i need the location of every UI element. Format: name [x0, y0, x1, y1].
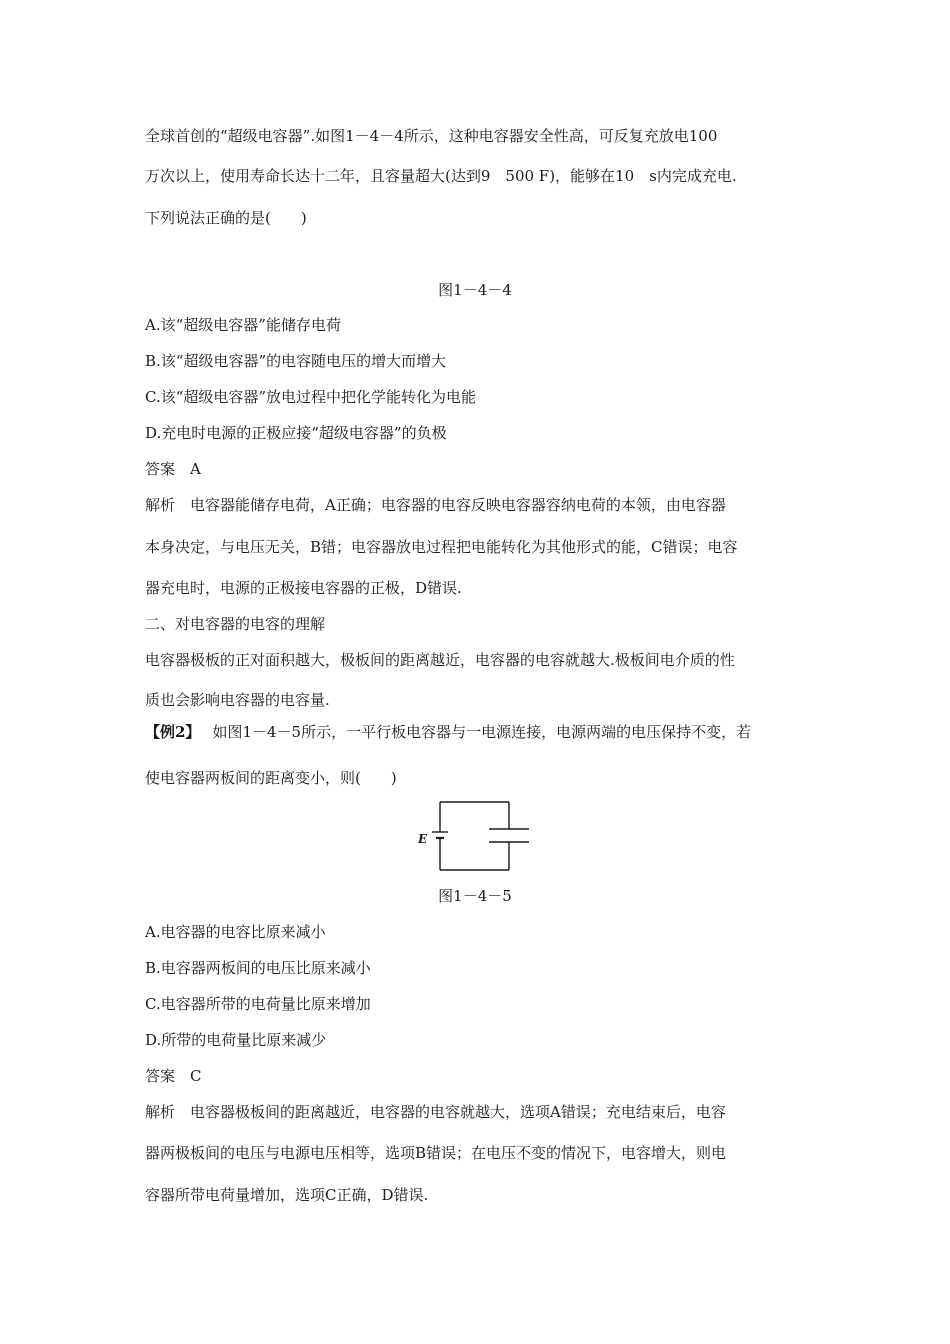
example2-stem-text: 如图1－4－5所示，一平行板电容器与一电源连接，电源两端的电压保持不变，若 [212, 723, 752, 741]
q1-analysis-line-1: 解析 电容器能储存电荷，A正确；电容器的电容反映电容器容纳电荷的本领，由电容器 [145, 496, 726, 514]
q1-option-c: C.该“超级电容器”放电过程中把化学能转化为电能 [145, 388, 477, 406]
example2-option-c: C.电容器所带的电荷量比原来增加 [145, 995, 371, 1013]
q1-analysis-line-3: 器充电时，电源的正极接电容器的正极，D错误. [145, 579, 462, 597]
battery-label: E [418, 832, 428, 846]
example-tag: 【例2】 [145, 723, 201, 741]
example2-analysis-line-1: 解析 电容器极板间的距离越近，电容器的电容就越大，选项A错误；充电结束后，电容 [145, 1103, 726, 1121]
section-body-line-2: 质也会影响电容器的电容量. [145, 691, 330, 709]
example2-stem-line-1 [145, 722, 751, 742]
example2-option-a: A.电容器的电容比原来减小 [145, 923, 326, 941]
section-body-line-1: 电容器极板的正对面积越大，极板间的距离越近，电容器的电容就越大.极板间电介质的性 [145, 651, 735, 669]
q1-analysis-line-2: 本身决定，与电压无关，B错；电容器放电过程把电能转化为其他形式的能，C错误；电容 [145, 538, 738, 556]
q1-option-d: D.充电时电源的正极应接“超级电容器”的负极 [145, 424, 447, 442]
q1-option-b: B.该“超级电容器”的电容随电压的增大而增大 [145, 352, 447, 370]
example2-answer: 答案 C [145, 1067, 202, 1085]
example2-stem-line-2: 使电容器两板间的距离变小，则( ) [145, 769, 397, 787]
example2-analysis-line-3: 容器所带电荷量增加，选项C正确，D错误. [145, 1186, 429, 1204]
figure-caption-1-4-5: 图1－4－5 [438, 887, 512, 905]
q1-stem-line-1: 全球首创的“超级电容器”.如图1－4－4所示，这种电容器安全性高，可反复充放电100 [145, 127, 718, 145]
q1-option-a: A.该“超级电容器”能储存电荷 [145, 316, 341, 334]
q1-stem-line-2: 万次以上，使用寿命长达十二年，且容量超大(达到9 500 F)，能够在10 s内完成充电. [145, 167, 737, 185]
circuit-diagram [410, 796, 540, 878]
q1-stem-line-3: 下列说法正确的是( ) [145, 209, 307, 227]
q1-answer: 答案 A [145, 460, 201, 478]
example2-option-d: D.所带的电荷量比原来减少 [145, 1031, 327, 1049]
figure-caption-1-4-4: 图1－4－4 [438, 281, 512, 299]
section-heading: 二、对电容器的电容的理解 [145, 615, 326, 633]
example2-analysis-line-2: 器两极板间的电压与电源电压相等，选项B错误；在电压不变的情况下，电容增大，则电 [145, 1144, 727, 1162]
example2-option-b: B.电容器两板间的电压比原来减小 [145, 959, 371, 977]
